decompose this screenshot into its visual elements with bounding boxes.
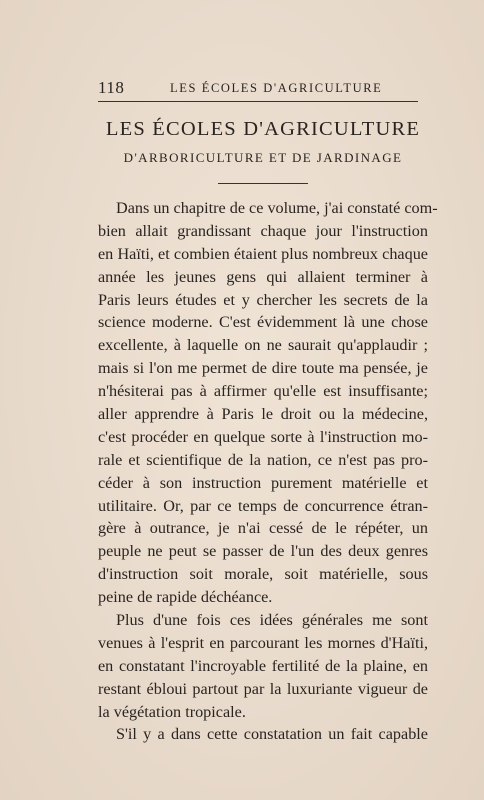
body-text <box>98 197 438 746</box>
text-line: science moderne. C'est évidemment là une chose <box>98 313 428 332</box>
running-title: LES ÉCOLES D'AGRICULTURE <box>170 81 383 95</box>
text-line: Plus d'une fois ces idées générales me sont <box>116 611 428 630</box>
text-line: en constatant l'incroyable fertilité de la plaine, en <box>98 656 428 675</box>
header-rule <box>98 101 418 102</box>
text-line: Dans un chapitre de ce volume, j'ai constaté com- <box>116 199 438 217</box>
text-line: aller apprendre à Paris le droit ou la médecine, <box>98 405 428 424</box>
text-line: d'instruction soit morale, soit matérielle, sous <box>98 565 428 584</box>
text-line: excellente, à laquelle on ne saurait qu'applaudir ; <box>98 336 428 355</box>
page-number: 118 <box>98 78 125 97</box>
text-line: S'il y a dans cette constatation un fait capable <box>116 725 428 744</box>
chapter-title: LES ÉCOLES D'AGRICULTURE <box>105 118 421 140</box>
chapter-subtitle: D'ARBORICULTURE ET DE JARDINAGE <box>123 150 403 165</box>
text-line: gère à outrance, je n'ai cessé de le répéter, un <box>98 519 428 538</box>
text-line: bien allait grandissant chaque jour l'instruction <box>98 221 428 240</box>
text-line: n'hésiterai pas à affirmer qu'elle est insuffisante; <box>98 382 428 401</box>
text-line: restant ébloui partout par la luxuriante vigueur de <box>98 679 428 698</box>
text-line: la végétation tropicale. <box>98 702 246 721</box>
text-line: utilitaire. Or, par ce temps de concurrence étran- <box>98 496 428 515</box>
text-line: Paris leurs études et y chercher les secrets de la <box>98 290 428 309</box>
text-line: rale et scientifique de la nation, ce n'est pas pro- <box>98 450 428 469</box>
text-line: peine de rapide déchéance. <box>98 588 273 607</box>
text-line: venues à l'esprit en parcourant les mornes d'Haïti, <box>98 633 428 652</box>
title-rule <box>218 183 308 184</box>
text-line: mais si l'on me permet de dire toute ma pensée, je <box>98 359 428 378</box>
text-line: c'est procéder en quelque sorte à l'instruction mo- <box>98 427 428 446</box>
text-line: céder à son instruction purement matérielle et <box>98 473 428 492</box>
text-line: année les jeunes gens qui allaient terminer à <box>98 267 428 286</box>
text-line: en Haïti, et combien étaient plus nombreux chaque <box>98 244 428 263</box>
running-head <box>98 78 416 100</box>
text-line: peuple ne peut se passer de l'un des deux genres <box>98 542 428 561</box>
